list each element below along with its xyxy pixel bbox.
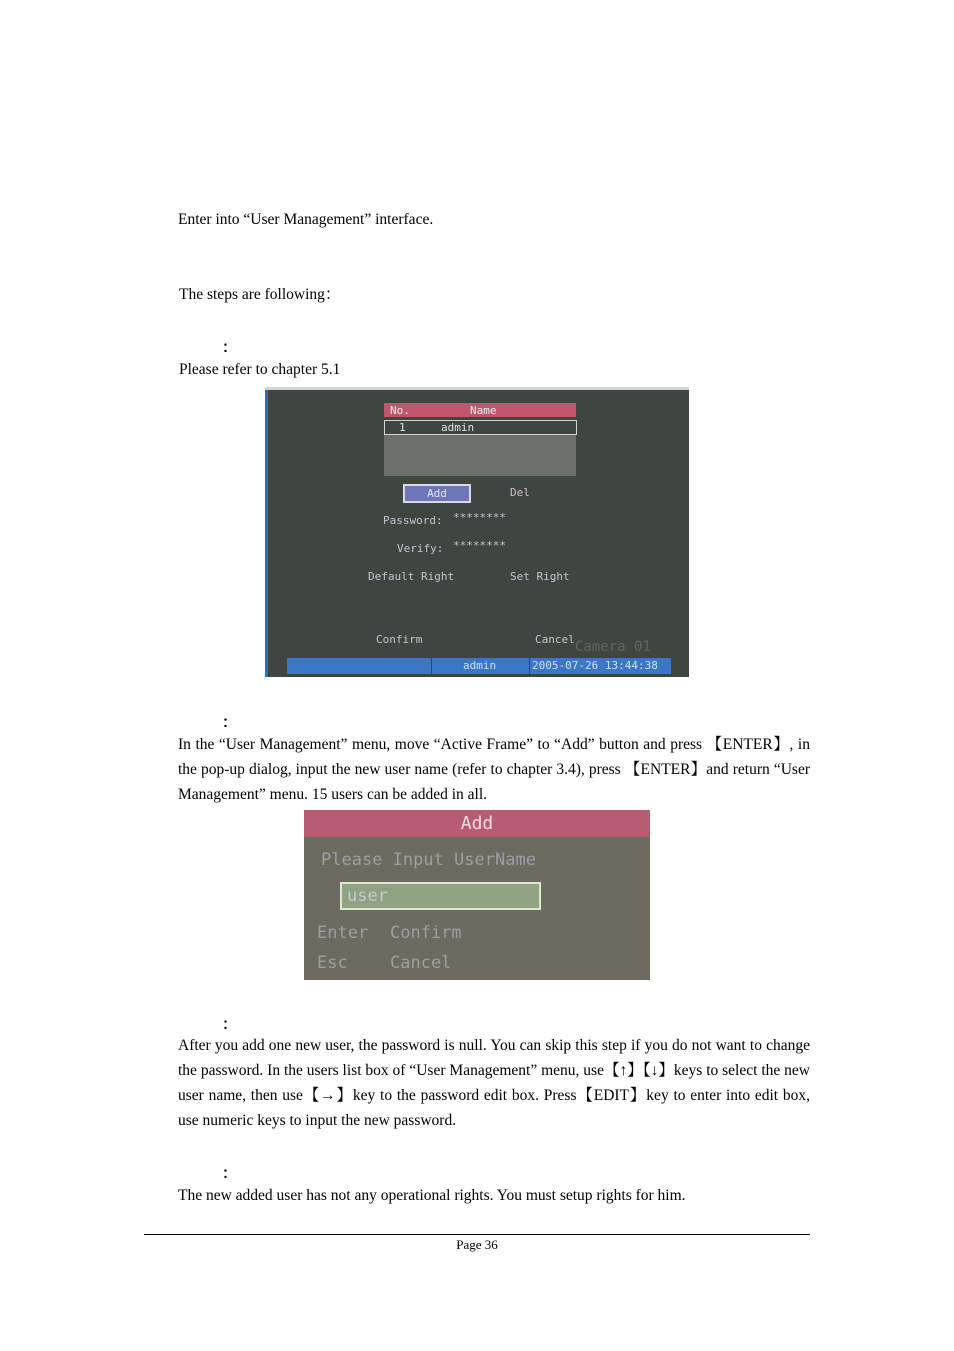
confirm-button[interactable]: Confirm — [376, 633, 423, 646]
add-button[interactable]: Add — [403, 484, 471, 503]
set-right-button[interactable]: Set Right — [510, 570, 570, 583]
password-field[interactable]: ******** — [453, 511, 506, 524]
add-dialog-title: Add — [304, 810, 650, 837]
user-list-box[interactable] — [384, 435, 576, 476]
status-datetime: 2005-07-26 13:44:38 — [532, 659, 658, 672]
esc-key-label: Esc — [317, 953, 348, 973]
add-dialog-screenshot — [304, 810, 650, 980]
esc-cancel-label: Cancel — [390, 953, 452, 973]
password-label: Password: — [383, 514, 443, 527]
step1-heading-colon: ： — [222, 340, 238, 356]
footer-divider — [144, 1234, 810, 1235]
row-name: admin — [441, 421, 475, 434]
step4-heading-colon: ： — [222, 1166, 238, 1182]
status-divider — [431, 658, 432, 674]
row-no: 1 — [399, 421, 406, 434]
status-divider — [529, 658, 530, 674]
col-name-label: Name — [470, 404, 497, 417]
del-button[interactable]: Del — [510, 486, 530, 499]
user-list-header — [384, 403, 576, 417]
enter-key-label: Enter — [317, 923, 369, 943]
screen-left-edge — [265, 387, 268, 677]
screen-top-strip — [265, 387, 689, 390]
step2-heading-colon: ： — [222, 715, 238, 731]
page-number: Page 36 — [456, 1237, 498, 1252]
enter-confirm-label: Confirm — [390, 923, 462, 943]
intro-text: Enter into “User Management” interface. — [178, 211, 434, 228]
cancel-button[interactable]: Cancel — [535, 633, 575, 646]
steps-intro-text: The steps are following： — [179, 286, 341, 303]
username-prompt: Please Input UserName — [321, 850, 536, 870]
step3-heading-colon: ： — [222, 1017, 238, 1033]
user-management-screenshot — [265, 387, 689, 677]
step2-text: In the “User Management” menu, move “Active Frame” to “Add” button and press 【ENTER】, in the pop-up dialog, input the new user name (refer to chapter 3.4), press 【ENTER】and return “User Management” menu. 15 users can be added in all. — [178, 736, 810, 803]
col-no-label: No. — [390, 404, 410, 417]
user-list-row[interactable] — [384, 420, 577, 435]
username-input[interactable]: user — [340, 882, 541, 910]
camera-label: Camera 01 — [575, 639, 651, 655]
step4-text: The new added user has not any operational rights. You must setup rights for him. — [178, 1187, 686, 1204]
status-user: admin — [463, 659, 497, 672]
verify-label: Verify: — [397, 542, 444, 555]
step3-text: After you add one new user, the password is null. You can skip this step if you do not want to change the password. In the users list box of “User Management” menu, use【↑】【↓】keys to select the new user name, then use【→】key to the password edit box. Press【EDIT】key to enter into edit box, use numeric keys to input the new password. — [178, 1037, 810, 1129]
verify-field[interactable]: ******** — [453, 539, 506, 552]
default-right-button[interactable]: Default Right — [368, 570, 455, 583]
status-bar — [287, 658, 671, 674]
step1-text: Please refer to chapter 5.1 — [179, 361, 341, 378]
